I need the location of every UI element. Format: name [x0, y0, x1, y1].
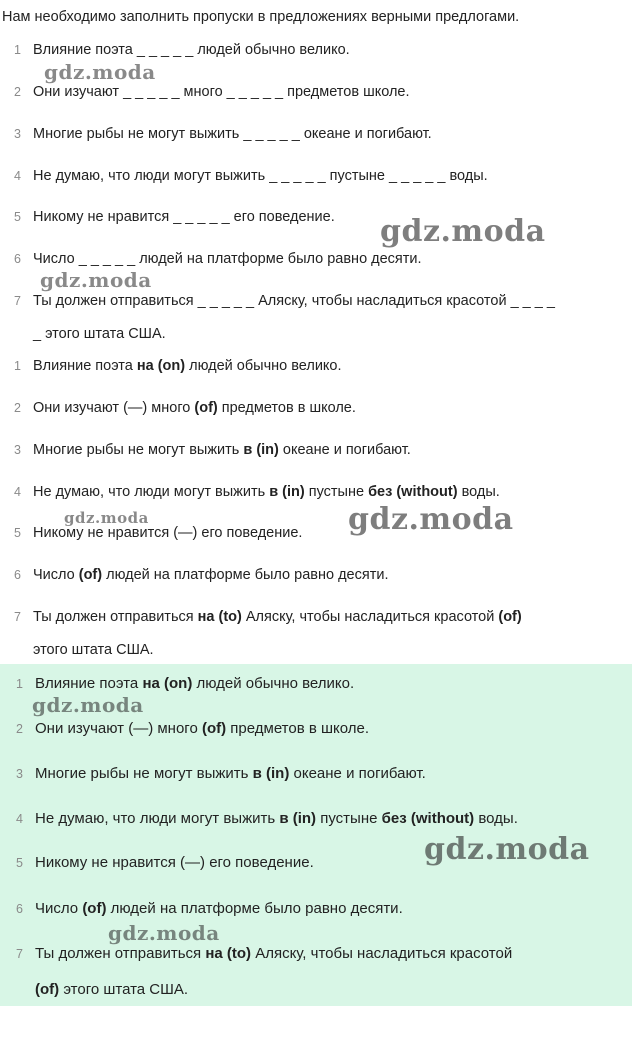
item-number: 2 — [14, 401, 21, 415]
item-number: 4 — [14, 485, 21, 499]
answer-preposition: на (to) — [197, 609, 242, 625]
answer-text: Не думаю, что люди могут выжить — [35, 810, 280, 827]
answer-text: Аляску, чтобы насладиться красотой — [251, 945, 513, 962]
watermark-logo: gdz.moda — [64, 509, 149, 527]
answer-preposition: (of) — [82, 900, 107, 917]
item-number: 6 — [14, 252, 21, 266]
answer-text: Не думаю, что люди могут выжить — [33, 484, 270, 500]
answer-text: Ты должен отправиться — [35, 945, 206, 962]
item-number: 4 — [14, 169, 21, 183]
item-text: Не думаю, что люди могут выжить _ _ _ _ _ пустыне _ _ _ _ _ воды. — [33, 168, 488, 184]
answer-preposition: на (on) — [142, 675, 193, 692]
item-number: 6 — [16, 902, 23, 916]
item-text: Никому не нравится _ _ _ _ _ его поведение. — [33, 209, 335, 225]
item-number: 7 — [14, 610, 21, 624]
answer-text: пустыне — [304, 484, 369, 500]
answer-text: людей обычно велико. — [185, 358, 342, 374]
answer-preposition: (of) — [194, 400, 218, 416]
answer-text: Влияние поэта — [35, 675, 143, 692]
answer-text: Многие рыбы не могут выжить — [33, 442, 244, 458]
answer-preposition: (of) — [498, 609, 522, 625]
item-number: 7 — [14, 294, 21, 308]
answer-text: океане и погибают. — [278, 442, 411, 458]
task-instruction: Нам необходимо заполнить пропуски в предложениях верными предлогами. — [2, 9, 520, 25]
watermark-logo: gdz.moda — [424, 832, 590, 867]
answer-preposition: (of) — [201, 720, 227, 737]
answer-preposition: без (without) — [381, 810, 475, 827]
watermark-logo: gdz.moda — [40, 268, 152, 292]
watermark-logo: gdz.moda — [32, 693, 144, 717]
answer-text: Ты должен отправиться — [33, 609, 198, 625]
answer-preposition: в (in) — [252, 765, 290, 782]
answer-text: Влияние поэта — [33, 358, 137, 374]
item-text: Влияние поэта _ _ _ _ _ людей обычно велико. — [33, 42, 350, 58]
item-number: 3 — [16, 767, 23, 781]
watermark-logo: gdz.moda — [44, 60, 156, 84]
answer-preposition: (of) — [78, 567, 103, 583]
item-number: 1 — [16, 677, 23, 691]
item-number: 1 — [14, 43, 21, 57]
answer-text: Число — [33, 567, 79, 583]
item-text: Они изучают _ _ _ _ _ много _ _ _ _ _ предметов школе. — [33, 84, 410, 100]
item-number: 2 — [14, 85, 21, 99]
item-text: Ты должен отправиться _ _ _ _ _ Аляску, чтобы насладиться красотой _ _ _ _ — [33, 293, 555, 309]
answer-text: предметов в школе. — [217, 400, 356, 416]
watermark-logo: gdz.moda — [348, 502, 514, 537]
answer-preposition: в (in) — [243, 442, 279, 458]
answer-text: людей на платформе было равно десяти. — [102, 567, 389, 583]
answer-text: воды. — [457, 484, 500, 500]
item-number: 5 — [14, 210, 21, 224]
answer-preposition: без (without) — [368, 484, 458, 500]
item-number: 7 — [16, 947, 23, 961]
answer-text: Аляску, чтобы насладиться красотой — [241, 609, 499, 625]
item-number: 4 — [16, 812, 23, 826]
answer-text: Число — [35, 900, 83, 917]
answer-text: людей обычно велико. — [192, 675, 355, 692]
answer-preposition: в (in) — [269, 484, 305, 500]
answer-text-continued: этого штата США. — [33, 642, 154, 658]
item-text: Число _ _ _ _ _ людей на платформе было равно десяти. — [33, 251, 422, 267]
answer-preposition: в (in) — [279, 810, 317, 827]
answer-text: Никому не нравится (—) его поведение. — [33, 525, 303, 541]
item-text: Многие рыбы не могут выжить _ _ _ _ _ океане и погибают. — [33, 126, 432, 142]
answer-text: предметов в школе. — [226, 720, 370, 737]
item-number: 5 — [16, 856, 23, 870]
item-number: 5 — [14, 526, 21, 540]
answer-text: Они изучают (—) много — [33, 400, 195, 416]
item-number: 3 — [14, 443, 21, 457]
answer-text: океане и погибают. — [289, 765, 426, 782]
answer-text: воды. — [474, 810, 518, 827]
answer-text: Никому не нравится (—) его поведение. — [35, 854, 314, 871]
answer-preposition: на (on) — [136, 358, 186, 374]
answer-text: пустыне — [316, 810, 382, 827]
answer-text: Они изучают (—) много — [35, 720, 202, 737]
item-number: 1 — [14, 359, 21, 373]
answer-preposition: (of) — [35, 981, 60, 998]
item-text-continued: _ этого штата США. — [33, 326, 166, 342]
answer-text: людей на платформе было равно десяти. — [106, 900, 403, 917]
watermark-logo: gdz.moda — [380, 214, 546, 249]
answer-text: Многие рыбы не могут выжить — [35, 765, 253, 782]
answer-preposition: на (to) — [205, 945, 252, 962]
item-number: 2 — [16, 722, 23, 736]
item-number: 3 — [14, 127, 21, 141]
item-number: 6 — [14, 568, 21, 582]
answer-text-continued: этого штата США. — [59, 981, 189, 998]
watermark-logo: gdz.moda — [108, 921, 220, 945]
